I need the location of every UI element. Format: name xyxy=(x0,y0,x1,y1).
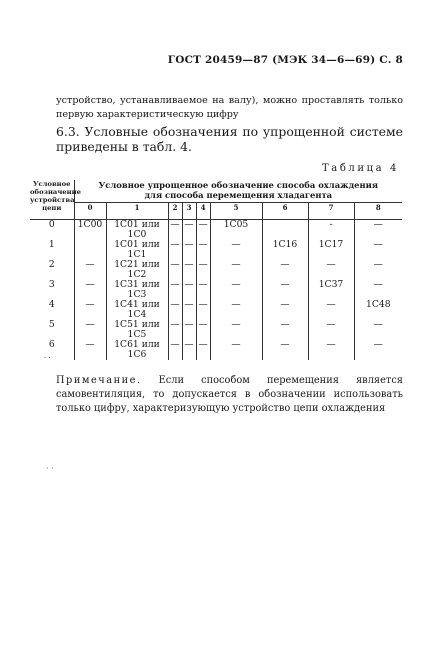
table-cell: — xyxy=(308,340,354,360)
table-cell: — xyxy=(182,220,196,241)
table-row xyxy=(30,340,402,360)
table-cell: — xyxy=(210,260,262,280)
col-header: 5 xyxy=(210,203,262,220)
table-cell: — xyxy=(85,339,95,350)
table-cell: — xyxy=(262,300,308,320)
table-cell: 1С00 xyxy=(77,219,103,230)
paragraph-continuation: устройство, устанавливаемое на валу), можно проставлять только первую характеристическую цифру xyxy=(56,95,403,120)
table-row xyxy=(30,240,402,260)
table-cell: — xyxy=(210,280,262,300)
table-cell: — xyxy=(354,320,402,340)
table-cell: — xyxy=(308,320,354,340)
table-cell: — xyxy=(354,340,402,360)
table-cell: — xyxy=(210,340,262,360)
table-cell: — xyxy=(168,320,182,340)
table-cell: 1С17 xyxy=(308,240,354,260)
row-key: 4 xyxy=(30,300,74,320)
table-cell: — xyxy=(182,340,196,360)
table-cell: — xyxy=(182,320,196,340)
table-cell: — xyxy=(168,340,182,360)
row-key: 6 xyxy=(30,340,74,360)
table-cell: — xyxy=(168,300,182,320)
paragraph-6-3: 6.3. Условные обозначения по упрощенной системе приведены в табл. 4. xyxy=(56,124,403,154)
table-cell: — xyxy=(182,300,196,320)
table-cell: — xyxy=(196,300,210,320)
table-cell: — xyxy=(182,240,196,260)
table-cell: — xyxy=(262,320,308,340)
table-cell: — xyxy=(85,259,95,270)
col-header: 0 xyxy=(74,203,106,220)
table-cell: — xyxy=(308,300,354,320)
col-header: 2 xyxy=(168,203,182,220)
table-cell: — xyxy=(196,240,210,260)
table-cell: — xyxy=(168,260,182,280)
row-key: 2 xyxy=(30,260,74,280)
table-cell: 1С51 или 1С5 xyxy=(106,320,168,340)
table-cell: — xyxy=(85,299,95,310)
table-row xyxy=(30,320,402,340)
table-cell: 1С48 xyxy=(354,300,402,320)
table-cell: — xyxy=(308,260,354,280)
table-row xyxy=(30,300,402,320)
group-header-line1: Условное упрощенное обозначение способа охлаждения xyxy=(98,180,379,190)
page-header: ГОСТ 20459—87 (МЭК 34—6—69) С. 8 xyxy=(167,54,403,66)
table-cell: — xyxy=(210,240,262,260)
table-cell: — xyxy=(182,260,196,280)
table-cell: 1С21 или 1С2 xyxy=(106,260,168,280)
table-cell: - xyxy=(308,220,354,241)
table-cell: — xyxy=(196,220,210,241)
table-note xyxy=(56,374,403,416)
table-cell: — xyxy=(85,319,95,330)
table-cell: — xyxy=(210,300,262,320)
table-cell: — xyxy=(182,280,196,300)
table-cell: — xyxy=(168,220,182,241)
cooling-table xyxy=(30,180,402,360)
table-caption: Таблица 4 xyxy=(321,163,399,174)
table-cell: — xyxy=(262,280,308,300)
table-row xyxy=(30,220,402,241)
row-header-cell: Условное обозначение устройства цепи xyxy=(30,180,74,220)
table-cell: 1С01 или 1С0 xyxy=(106,220,168,241)
table-cell: 1С61 или 1С6 xyxy=(106,340,168,360)
table-cell: 1С31 или 1С3 xyxy=(106,280,168,300)
table-cell: 1С37 xyxy=(308,280,354,300)
table-cell: 1С05 xyxy=(210,220,262,241)
table-cell: 1С41 или 1С4 xyxy=(106,300,168,320)
table-cell xyxy=(262,220,308,241)
table-cell: — xyxy=(210,320,262,340)
row-key: 5 xyxy=(30,320,74,340)
page-specks: · · xyxy=(46,464,54,473)
col-header: 4 xyxy=(196,203,210,220)
table-cell: — xyxy=(196,340,210,360)
group-header-line2: для способа перемещения хладагента xyxy=(144,190,333,200)
table-row xyxy=(30,260,402,280)
table-cell: — xyxy=(354,260,402,280)
table-trailing-marks: · · xyxy=(44,354,51,362)
col-header: 6 xyxy=(262,203,308,220)
table-cell: — xyxy=(196,320,210,340)
table-cell: — xyxy=(196,260,210,280)
row-key: 1 xyxy=(30,240,74,260)
table-cell: — xyxy=(196,280,210,300)
col-header: 1 xyxy=(106,203,168,220)
col-header: 8 xyxy=(354,203,402,220)
row-key: 3 xyxy=(30,280,74,300)
table-row xyxy=(30,280,402,300)
note-text: Если способом перемещения является самовентиляция, то допускается в обозначении использовать только цифру, характеризующую устройство цепи охлаждения xyxy=(56,375,403,414)
table-cell: 1С01 или 1С1 xyxy=(106,240,168,260)
table-cell: 1С16 xyxy=(262,240,308,260)
col-header: 7 xyxy=(308,203,354,220)
col-header: 3 xyxy=(182,203,196,220)
table-cell: — xyxy=(85,279,95,290)
table-cell: — xyxy=(354,280,402,300)
group-header xyxy=(74,180,402,203)
table-cell: — xyxy=(354,240,402,260)
note-label: Примечание. xyxy=(56,375,142,386)
table-cell: — xyxy=(262,340,308,360)
table-cell xyxy=(74,240,106,260)
table-cell: — xyxy=(262,260,308,280)
row-key: 0 xyxy=(30,220,74,241)
table-cell: — xyxy=(354,220,402,241)
table-cell: — xyxy=(168,280,182,300)
table-cell: — xyxy=(168,240,182,260)
